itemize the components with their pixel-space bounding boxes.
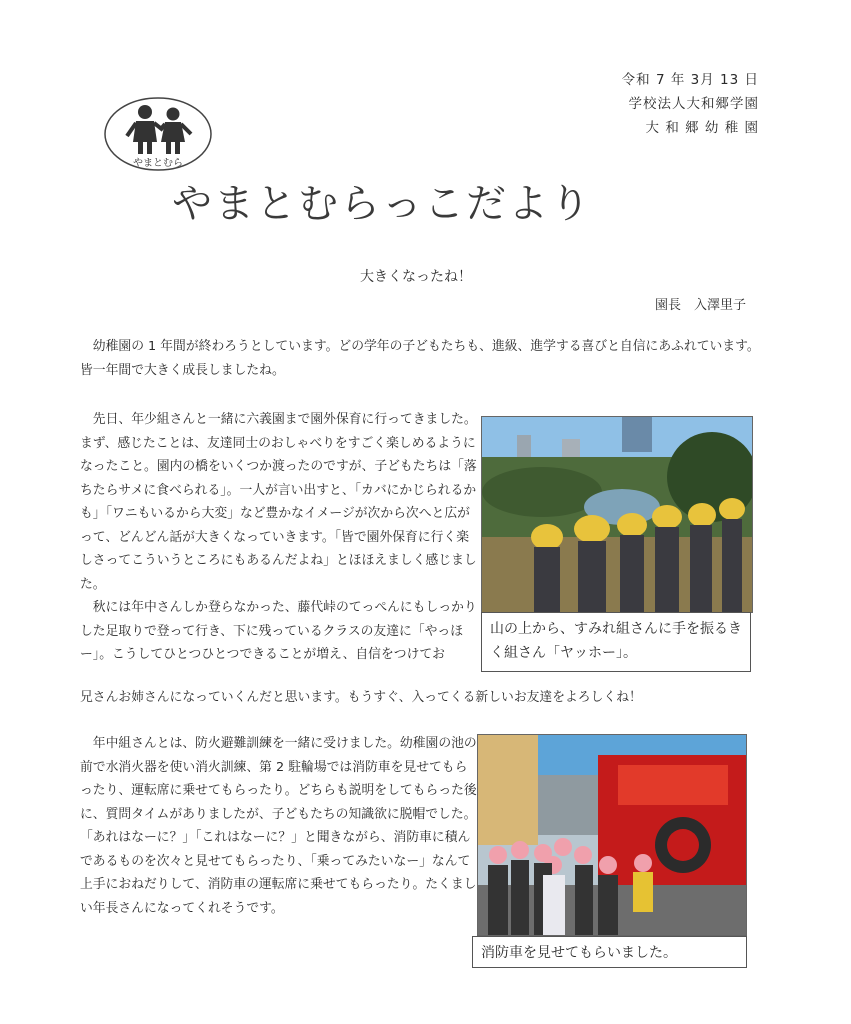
hike-paragraph-continued: 兄さんお姉さんになっていくんだと思います。もうすぐ、入ってくる新しいお友達をよろしくね！: [80, 690, 642, 705]
intro-paragraph: 幼稚園の 1 年間が終わろうとしています。どの学年の子どもたちも、進級、進学する喜びと自信にあふれています。皆一年間で大きく成長しましたね。: [80, 339, 760, 378]
logo-children-icon: [103, 96, 213, 172]
hike-paragraph: 秋には年中さんしか登らなかった、藤代峠のてっぺんにもしっかりした足取りで登って行き、下に残っているクラスの友達に「やっほー」。こうしてひとつひとつできることが増え、自信をつけてお: [80, 600, 477, 662]
fire-truck-photo: [477, 734, 747, 936]
hilltop-photo-caption: 山の上から、すみれ組さんに手を振るきく組さん「ヤッホー」。: [481, 612, 751, 672]
svg-text:やまとむら: やまとむら: [133, 158, 183, 169]
school-logo: [103, 96, 213, 172]
school-name: 大 和 郷 幼 稚 園: [645, 120, 759, 136]
newsletter-title: やまとむらっこだより: [172, 181, 592, 227]
article-headline: 大きくなったね！: [360, 269, 472, 285]
article-author: 園長 入澤里子: [654, 298, 746, 313]
excursion-paragraph: 先日、年少組さんと一緒に六義園まで園外保育に行ってきました。まず、感じたことは、友達同士のおしゃべりをすごく楽しめるようになったこと。園内の橋をいくつか渡ったのですが、子どもたちは「落ちたらサメに食べられる」。一人が言い出すと、「カバにかじられるかも」「ワニもいるから大変」など豊かなイメージが次から次へと広がって、どんどん話が大きくなっていきます。「皆で園外保育に行く楽しさってこういうところにもあるんだよね」とほほえましく感じました。: [80, 412, 477, 592]
header-block: [622, 68, 759, 140]
excursion-section: [80, 408, 480, 667]
hilltop-photo: [481, 416, 753, 613]
issue-date: 令和 7 年 3月 13 日: [621, 72, 759, 88]
fire-drill-section: [80, 732, 480, 920]
organization-name: 学校法人大和郷学園: [628, 96, 759, 112]
fire-truck-photo-caption: 消防車を見せてもらいました。: [472, 936, 747, 968]
fire-drill-paragraph: 年中組さんとは、防火避難訓練を一緒に受けました。幼稚園の池の前で水消火器を使い消火訓練、第 2 駐輪場では消防車を見せてもらったり、運転席に乗せてもらったり。どちらも説明をしてもらった後に、質問タイムがありましたが、子どもたちの知識欲に脱帽でした。「あれはなーに？」「これはなーに？」と聞きながら、消防車に積んであるものを次々と見せてもらったり、「乗ってみたいなー」なんて上手におねだりして、消防車の運転席に乗せてもらったり。たくましい年長さんになってくれそうです。: [80, 736, 477, 916]
